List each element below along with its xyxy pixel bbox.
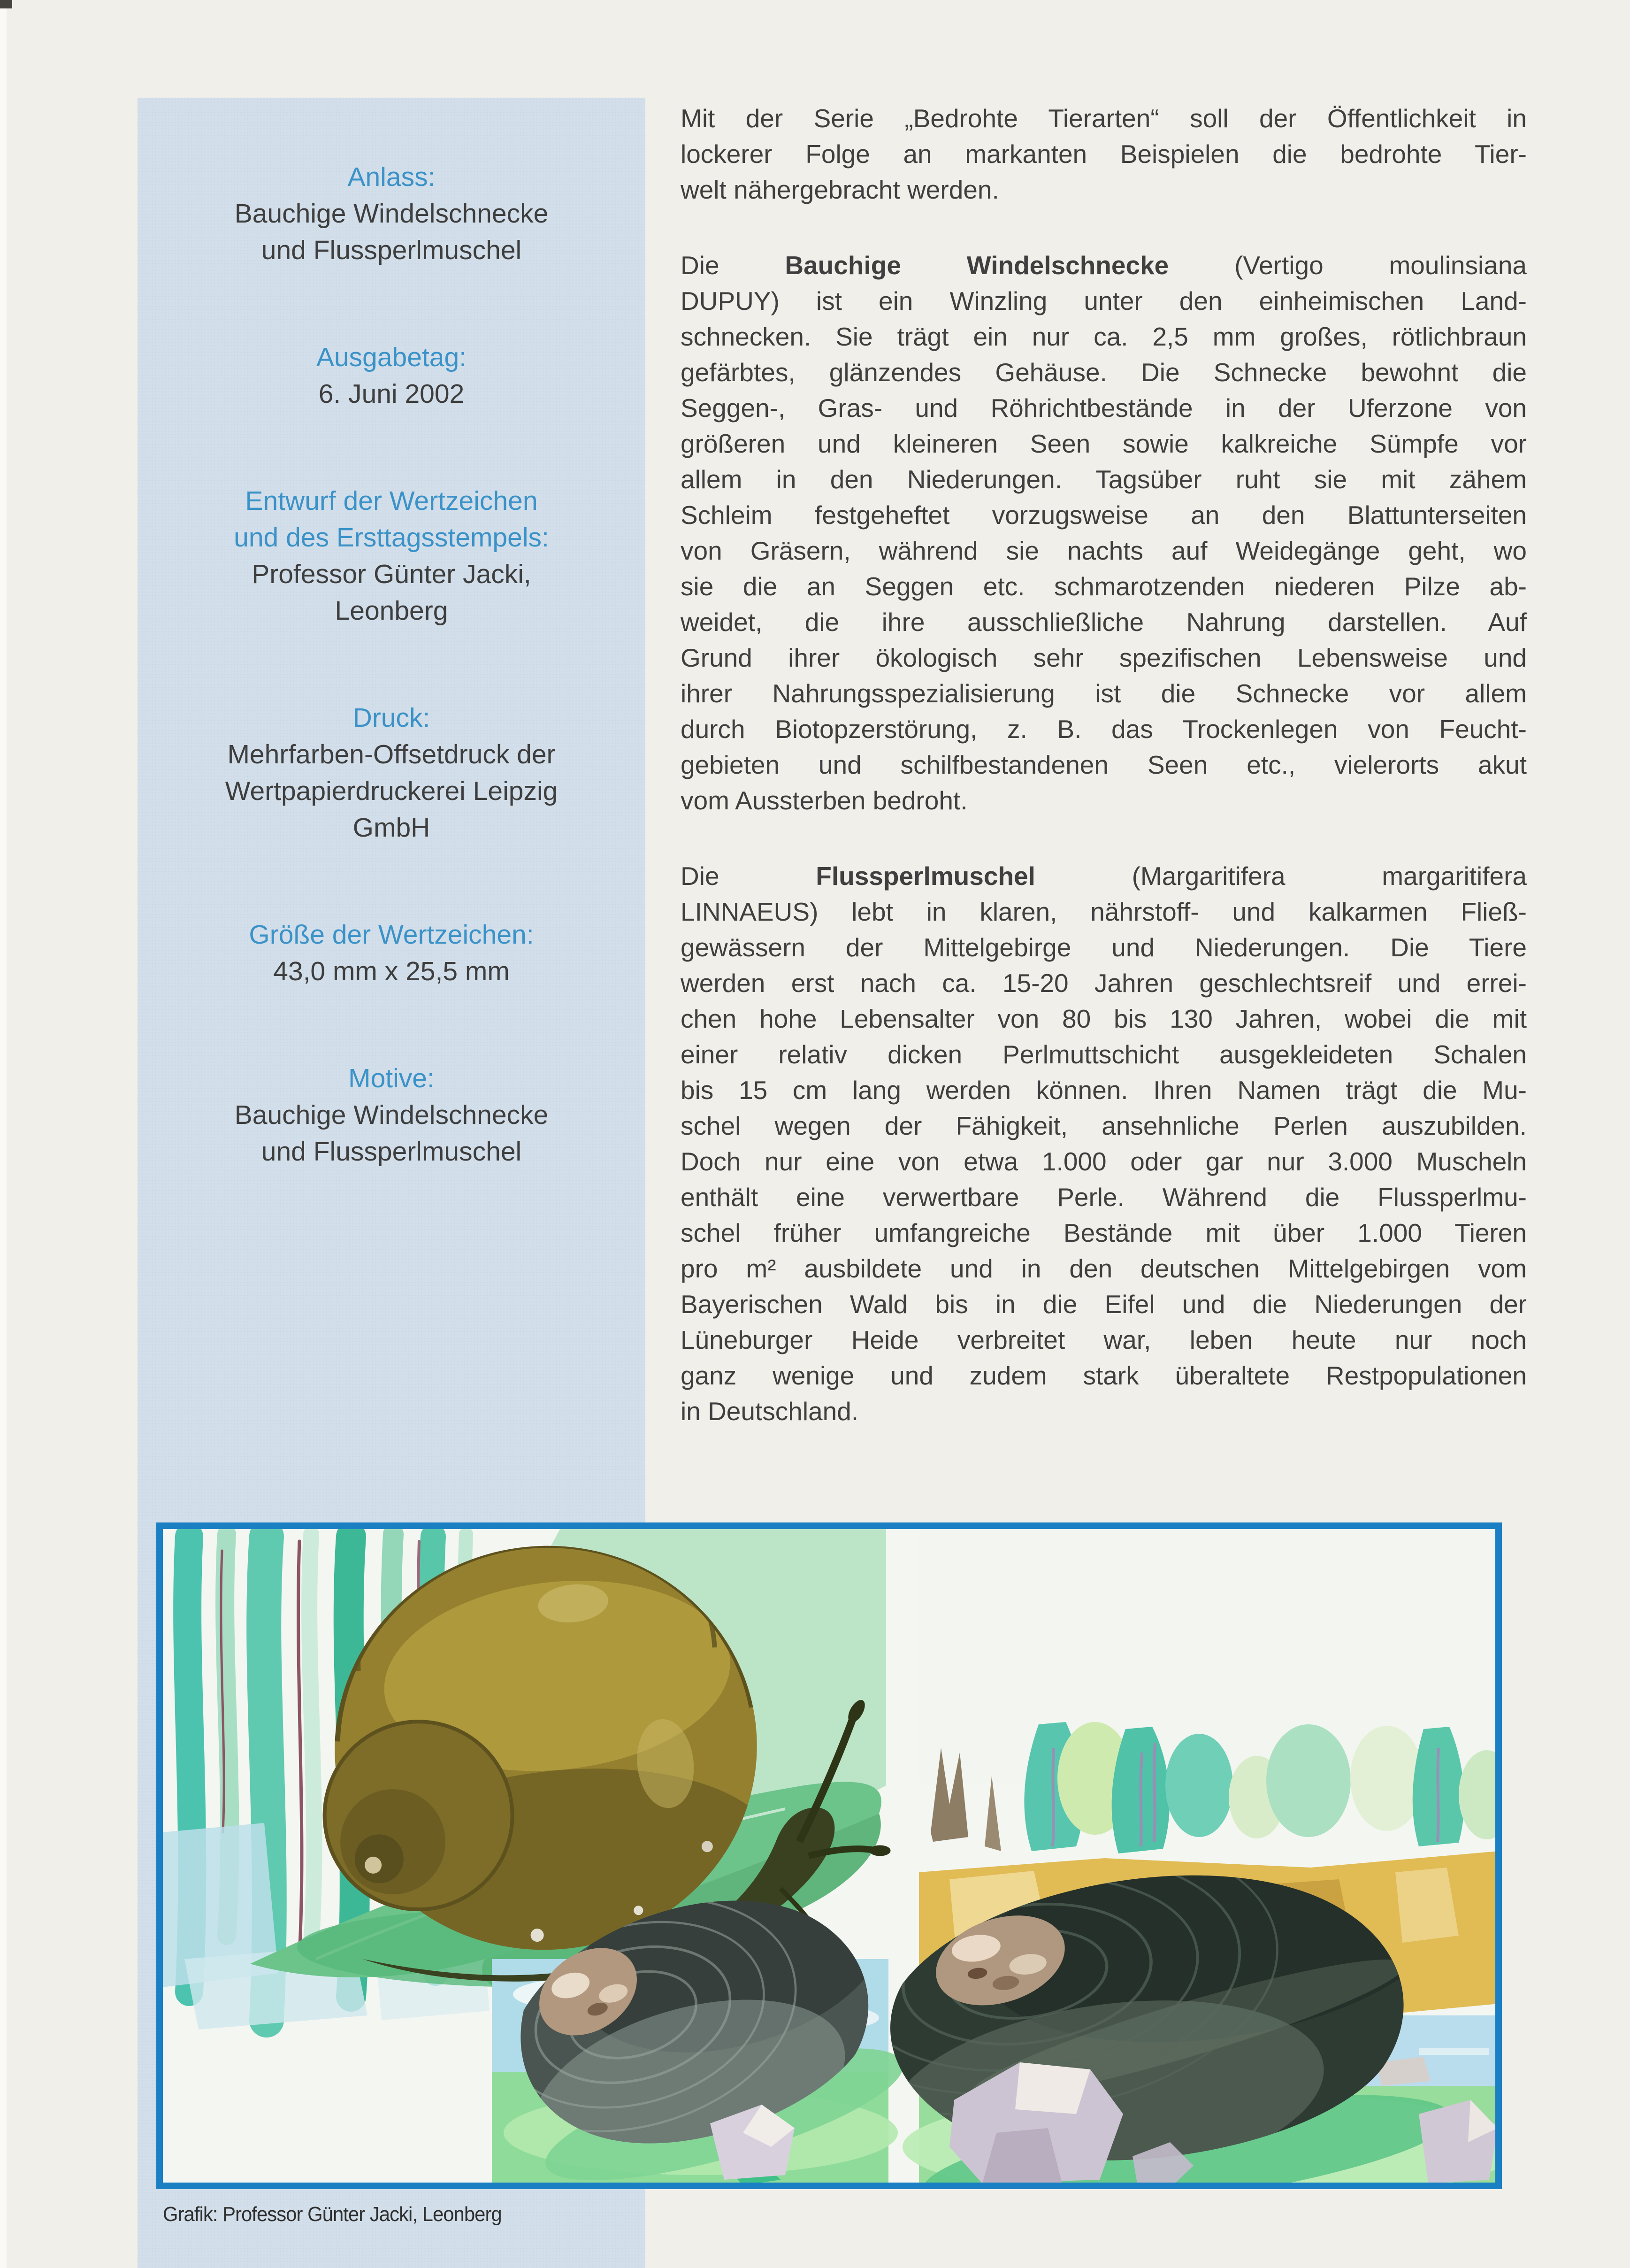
info-value: Mehrfarben-Offsetdruck der Wertpapierdruckerei Leipzig GmbH: [225, 739, 558, 843]
info-label: Entwurf der Wertzeichen und des Ersttagsstempels:: [234, 486, 549, 553]
info-value: Bauchige Windelschnecke und Flussperlmuschel: [234, 199, 549, 265]
paragraph-windelschnecke: Die Bauchige Windelschnecke (Vertigo moulinsiana DUPUY) ist ein Winzling unter den einheimischen Land- schnecken. Sie trägt ein nur ca. 2,5 mm großes, rötlichbraun gefärbtes, glänzendes Gehäuse. Die Schnecke bewohnt die Seggen-, Gras- und Röhrichtbestände in der Uferzone von größeren und kleineren Seen sowie kalkreiche Sümpfe vor allem in den Niederungen. Tagsüber ruht sie mit zähem Schleim festgeheftet vorzugsweise an den Blattunterseiten von Gräsern, während sie nachts auf Weidegänge geht, wo sie die an Seggen etc. schmarotzenden niederen Pilze ab- weidet, die ihre ausschließliche Nahrung darstellen. Auf Grund ihrer ökologisch sehr spezifischen Lebensweise und ihrer Nahrungsspezialisierung ist die Schnecke vor allem durch Biotopzerstörung, z. B. das Trockenlegen von Feucht- gebieten und schilfbestandenen Seen etc., vielerorts akut vom Aussterben bedroht.: [681, 251, 1527, 815]
info-label: Druck:: [352, 703, 430, 733]
info-value: 6. Juni 2002: [318, 379, 465, 409]
info-label: Anlass:: [347, 162, 436, 192]
info-value: 43,0 mm x 25,5 mm: [273, 956, 510, 986]
info-group-druck: [138, 700, 645, 846]
info-group-groesse: [138, 916, 645, 990]
body-text: [681, 100, 1527, 1469]
scan-edge-artifact: [0, 0, 7, 2268]
info-panel-content: [138, 98, 645, 1170]
info-group-motive: [138, 1060, 645, 1170]
info-group-anlass: [138, 159, 645, 269]
paragraph-flussperlmuschel: Die Flussperlmuschel (Margaritifera margaritifera LINNAEUS) lebt in klaren, nährstoff- und kalkarmen Fließ- gewässern der Mittelgebirge und Niederungen. Die Tiere werden erst nach ca. 15-20 Jahren geschlechtsreif und errei- chen hohe Lebensalter von 80 bis 130 Jahren, wobei die mit einer relativ dicken Perlmuttschicht ausgekleideten Schalen bis 15 cm lang werden können. Ihren Namen trägt die Mu- schel wegen der Fähigkeit, ansehnliche Perlen auszubilden. Doch nur eine von etwa 1.000 oder gar nur 3.000 Muscheln enthält eine verwertbare Perle. Während die Flussperlmu- schel früher umfangreiche Bestände mit über 1.000 Tieren pro m² ausbildete und in den deutschen Mittelgebirgen vom Bayerischen Wald bis in die Eifel und die Niederungen der Lüneburger Heide verbreitet war, leben heute nur noch ganz wenige und zudem stark überaltete Restpopulationen in Deutschland.: [681, 861, 1527, 1426]
info-value: Bauchige Windelschnecke und Flussperlmuschel: [234, 1100, 549, 1167]
paragraph-intro: Mit der Serie „Bedrohte Tierarten“ soll der Öffentlichkeit in lockerer Folge an markanten Beispielen die bedrohte Tier- welt nähergebracht werden.: [681, 104, 1527, 204]
info-label: Motive:: [348, 1063, 435, 1093]
caption: Grafik: Professor Günter Jacki, Leonberg: [163, 2203, 502, 2226]
info-label: Größe der Wertzeichen:: [249, 920, 534, 950]
illustration-artwork: [156, 1522, 1502, 2189]
scan-corner-artifact: [0, 0, 12, 8]
info-group-ausgabetag: [138, 339, 645, 412]
info-group-entwurf: [138, 483, 645, 629]
illustration-figure: [156, 1522, 1502, 2189]
info-label: Ausgabetag:: [316, 342, 467, 372]
info-value: Professor Günter Jacki, Leonberg: [252, 559, 531, 626]
